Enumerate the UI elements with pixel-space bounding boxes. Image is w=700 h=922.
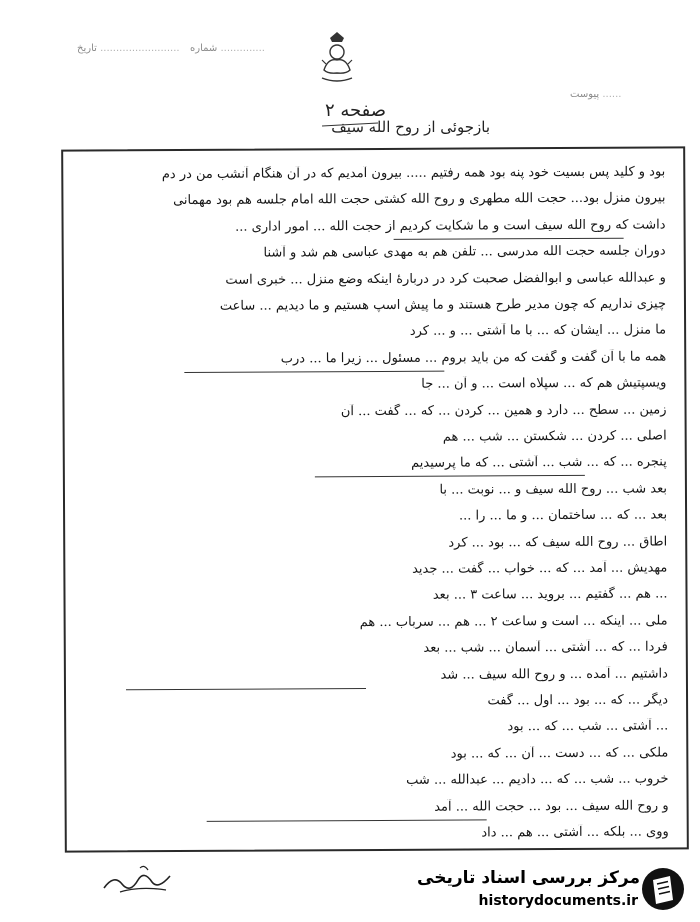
archive-logo-icon <box>640 866 686 912</box>
handwritten-signature-icon <box>100 858 180 898</box>
handwritten-line: دیگر ... که ... بود ... اول ... گفت <box>487 692 669 709</box>
handwritten-line: ما منزل ... ایشان که ... با ما آشتی ... و ... کرد <box>409 322 667 340</box>
handwritten-text-box <box>61 146 689 852</box>
letterhead-date-field: تاریخ ......................... <box>77 43 180 54</box>
handwritten-line: مهدیش ... آمد ... که ... خواب ... گفت ... جدید <box>412 560 668 577</box>
handwritten-line: داشت که روح الله سیف است و ما شکایت کردیم از حجت الله ... امور اداری ... <box>235 217 666 235</box>
letterhead-enclosure-label: پیوست <box>570 89 600 100</box>
handwritten-line: اطاق ... روح الله سیف که ... بود ... کرد <box>448 534 668 551</box>
handwritten-line: دوران جلسه حجت الله مدرسی ... تلفن هم به مهدی عباسی هم شد و آشنا <box>263 243 666 261</box>
page-number: صفحه ۲ <box>325 100 387 121</box>
interrogation-subject: بازجوئی از روح الله سیف <box>331 118 490 136</box>
handwritten-line: ... آشتی ... شب ... که ... بود <box>507 718 669 735</box>
handwritten-line: و عبدالله عباسی و ابوالفضل صحبت کرد در دربارهٔ اینکه وضع منزل ... خبری است <box>225 270 666 288</box>
handwritten-line: و روح الله سیف ... بود ... حجت الله ... آمد <box>434 798 669 815</box>
handwritten-line: ... هم ... گفتیم ... بروید ... ساعت ۳ ... بعد <box>432 586 668 604</box>
handwritten-line: چیزی نداریم که چون مدیر طرح هستند و ما پیش اسپ هستیم و ما دیدیم ... ساعت <box>219 296 667 314</box>
handwritten-line: ملکی ... که ... دست ... آن ... که ... بود <box>450 745 669 762</box>
letterhead-number-field: شماره .............. <box>190 43 265 54</box>
handwritten-line: بود و کلید پس بسیت خود پنه بود همه رفتیم ..... بیرون آمدیم که در آن هنگام آنشب من در دم <box>161 164 666 183</box>
lion-and-sun-emblem-icon <box>316 30 358 88</box>
watermark-url: historydocuments.ir <box>478 893 638 909</box>
letterhead-date-label: تاریخ <box>77 43 97 54</box>
handwritten-line: ویسپتیش هم که ... سپلاه است ... و آن ... جا <box>421 375 667 392</box>
letterhead-enclosure-field: پیوست ...... <box>570 89 622 100</box>
handwritten-line: اصلی ... کردن ... شکستن ... شب ... هم <box>442 428 667 445</box>
handwritten-line: فردا ... که ... آشتی ... آسمان ... شب ... بعد <box>423 639 668 656</box>
handwritten-line: داشتیم ... آمده ... و روح الله سیف ... شد <box>440 666 668 683</box>
handwritten-line: بعد ... که ... ساختمان ... و ما ... را ... <box>458 507 668 524</box>
handwritten-line: زمین ... سطح ... دارد و همین ... کردن ... که ... گفت ... آن <box>340 402 667 419</box>
handwritten-line: ملی ... اینکه ... است و ساعت ۲ ... هم ... سرباب ... هم <box>359 613 668 630</box>
handwritten-line: همه ما با آن گفت و گفت که من باید بروم ... مسئول ... زیرا ما ... درب <box>280 349 667 367</box>
handwritten-line: خروب ... شب ... که ... دادیم ... عبدالله ... شب <box>406 771 669 789</box>
letterhead-number-label: شماره <box>190 43 218 54</box>
handwritten-line: بیرون منزل بود... حجت الله مطهری و روح الله کشتی حجت الله امام جلسه هم بود مهمانی <box>173 190 666 209</box>
handwritten-line: ووی ... بلکه ... آشتی ... هم ... داد <box>481 824 669 841</box>
watermark-title: مرکز بررسی اسناد تاریخی <box>417 868 640 888</box>
handwritten-line: پنجره ... که ... شب ... آشتی ... که ما پرسیدیم <box>411 454 667 472</box>
handwritten-line: بعد شب ... روح الله سیف و ... نوبت ... با <box>439 481 667 498</box>
